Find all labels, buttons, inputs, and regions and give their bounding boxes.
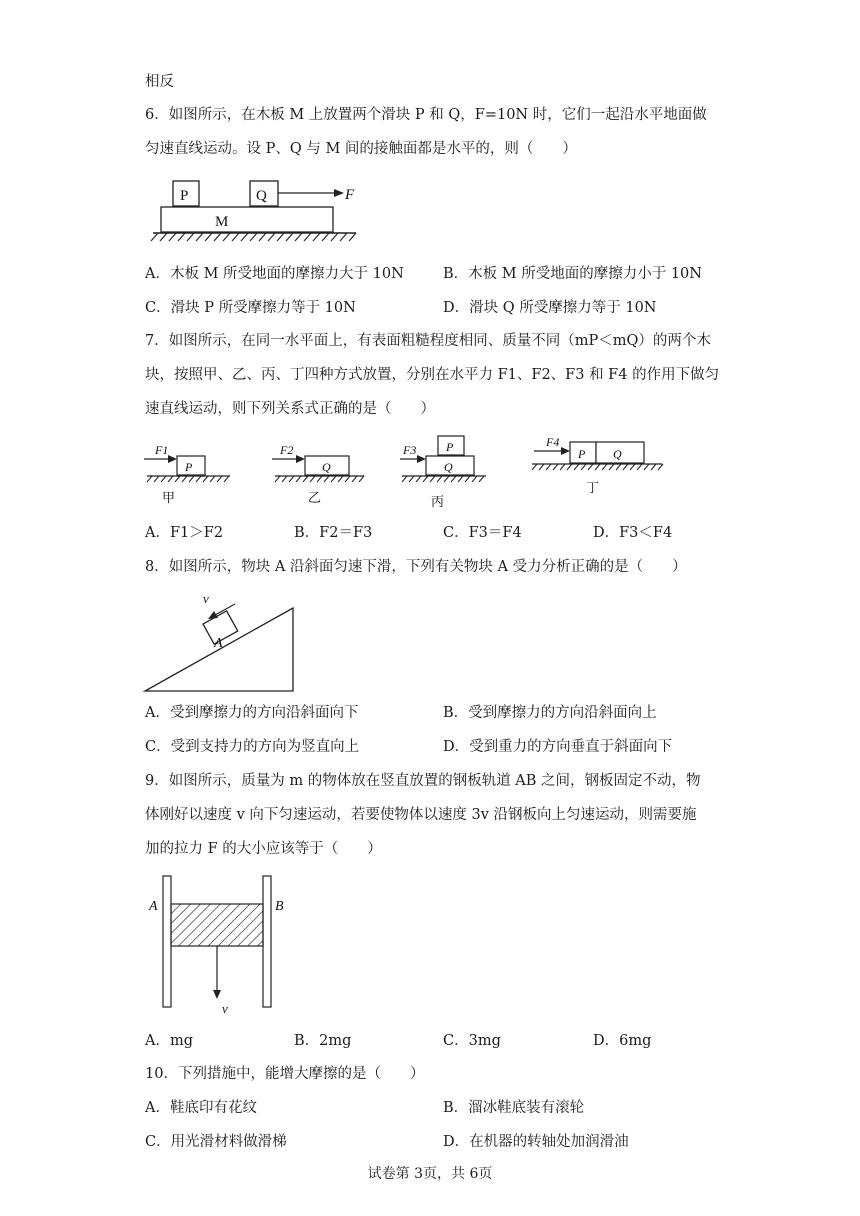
q9-option-d[interactable]: D．6mg <box>593 1033 652 1049</box>
q8-option-a[interactable]: A．受到摩擦力的方向沿斜面向下 <box>145 705 359 721</box>
q7-option-c[interactable]: C．F3＝F4 <box>443 525 522 541</box>
q7-stem-line1: 7．如图所示，在同一水平面上，有表面粗糙程度相同、质量不同（mP＜mQ）的两个木 <box>145 333 711 349</box>
q7-setup-jia <box>144 443 230 506</box>
svg-text:P: P <box>185 460 193 474</box>
q6-stem-line1: 6．如图所示，在木板 M 上放置两个滑块 P 和 Q，F=10N 时，它们一起沿水平地面做 <box>145 107 707 123</box>
q9-option-a[interactable]: A．mg <box>145 1033 194 1049</box>
q9-stem-line2: 体刚好以速度 v 向下匀速运动，若要使物体以速度 3v 沿钢板向上匀速运动，则需要施 <box>145 807 697 823</box>
svg-text:F3: F3 <box>403 443 417 457</box>
q7-setup-ding <box>532 435 663 496</box>
svg-text:v: v <box>203 591 209 606</box>
q7-label-jia: 甲 <box>162 491 176 506</box>
q9-stem-line3: 加的拉力 F 的大小应该等于（ ） <box>145 841 382 857</box>
q10-stem-line1: 10．下列措施中，能增大摩擦的是（ ） <box>145 1066 425 1082</box>
svg-text:A: A <box>149 899 158 914</box>
q7-stem-line3: 速直线运动，则下列关系式正确的是（ ） <box>145 401 435 417</box>
q9-stem-line1: 9．如图所示，质量为 m 的物体放在竖直放置的钢板轨道 AB 之间，钢板固定不动，物 <box>145 773 701 789</box>
q6-stem-line2: 匀速直线运动。设 P、Q 与 M 间的接触面都是水平的，则（ ） <box>145 141 577 157</box>
svg-text:P: P <box>446 440 454 454</box>
q7-option-d[interactable]: D．F3＜F4 <box>593 525 673 541</box>
q6-label-f: F <box>345 187 355 203</box>
q7-label-yi: 乙 <box>308 491 322 506</box>
svg-text:Q: Q <box>322 460 331 474</box>
q8-figure <box>143 586 303 696</box>
carryover-text: 相反 <box>145 74 174 90</box>
q6-label-m: M <box>215 214 229 230</box>
q6-label-p: P <box>180 188 189 204</box>
q7-label-bing: 丙 <box>431 495 445 510</box>
q10-option-b[interactable]: B．溜冰鞋底装有滚轮 <box>443 1100 585 1116</box>
svg-text:P: P <box>578 447 586 461</box>
svg-text:B: B <box>275 899 284 914</box>
page-footer: 试卷第 3页，共 6页 <box>367 1166 493 1182</box>
q10-option-c[interactable]: C．用光滑材料做滑梯 <box>145 1134 287 1150</box>
q9-option-b[interactable]: B．2mg <box>294 1033 352 1049</box>
svg-text:Q: Q <box>444 460 453 474</box>
q9-option-c[interactable]: C．3mg <box>443 1033 501 1049</box>
q9-plate-a <box>163 876 171 1007</box>
q6-option-a[interactable]: A．木板 M 所受地面的摩擦力大于 10N <box>145 266 404 282</box>
q9-object <box>171 904 263 946</box>
q8-option-d[interactable]: D．受到重力的方向垂直于斜面向下 <box>443 739 673 755</box>
q8-option-b[interactable]: B．受到摩擦力的方向沿斜面向上 <box>443 705 657 721</box>
q6-force-arrowhead <box>334 189 344 197</box>
q9-plate-b <box>263 876 271 1007</box>
svg-text:F1: F1 <box>155 443 169 457</box>
q6-option-c[interactable]: C．滑块 P 所受摩擦力等于 10N <box>145 300 356 316</box>
q10-option-d[interactable]: D．在机器的转轴处加润滑油 <box>443 1134 629 1150</box>
q8-option-c[interactable]: C．受到支持力的方向为竖直向上 <box>145 739 360 755</box>
q6-board-m <box>161 207 333 232</box>
q7-setup-bing <box>400 436 486 510</box>
svg-text:A: A <box>214 636 223 651</box>
q6-option-d[interactable]: D．滑块 Q 所受摩擦力等于 10N <box>443 300 657 316</box>
q7-option-a[interactable]: A．F1＞F2 <box>145 525 224 541</box>
svg-text:F4: F4 <box>546 435 560 449</box>
q10-option-a[interactable]: A．鞋底印有花纹 <box>145 1100 257 1116</box>
q7-label-ding: 丁 <box>586 481 600 496</box>
q7-figure <box>140 430 670 516</box>
q6-figure <box>148 178 363 248</box>
q6-option-b[interactable]: B．木板 M 所受地面的摩擦力小于 10N <box>443 266 702 282</box>
q7-option-b[interactable]: B．F2＝F3 <box>294 525 373 541</box>
q7-setup-yi <box>272 443 364 506</box>
svg-text:Q: Q <box>613 447 622 461</box>
svg-text:F2: F2 <box>280 443 294 457</box>
q6-ground-hatch <box>151 233 356 241</box>
q8-stem-line1: 8．如图所示，物块 A 沿斜面匀速下滑，下列有关物块 A 受力分析正确的是（ ） <box>145 559 687 575</box>
q6-label-q: Q <box>256 188 267 204</box>
q7-stem-line2: 块，按照甲、乙、丙、丁四种方式放置，分别在水平力 F1、F2、F3 和 F4 的作用下做匀 <box>145 367 720 383</box>
q9-figure <box>145 870 295 1020</box>
svg-text:v: v <box>222 1001 228 1016</box>
